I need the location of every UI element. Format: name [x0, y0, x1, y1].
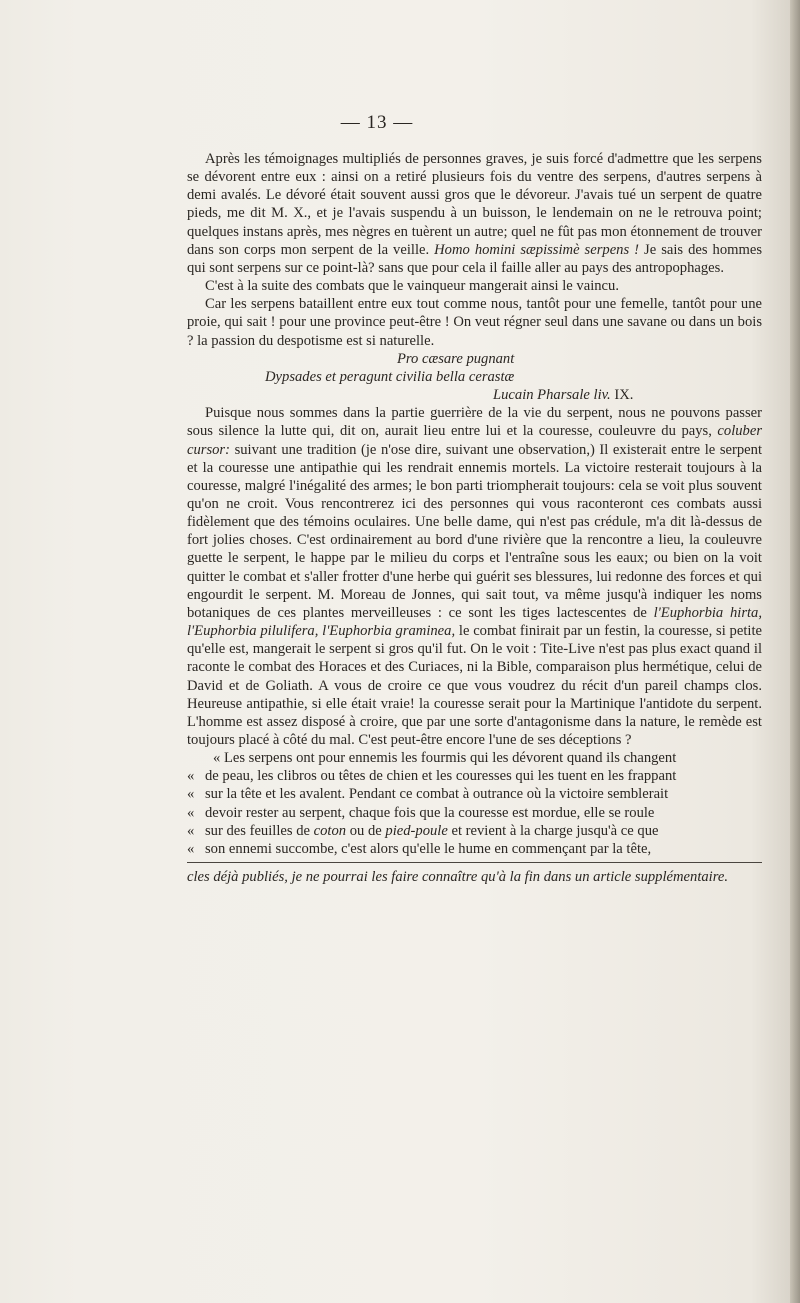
quote-text: son ennemi succombe, c'est alors qu'elle le hume en commençant par la tête,: [205, 840, 652, 857]
citation-source: Lucain Pharsale liv.: [493, 387, 611, 404]
verse-citation: [187, 386, 762, 404]
quote-line: [187, 749, 762, 767]
page-edge: [790, 0, 800, 1303]
quote-text: « Les serpens ont pour ennemis les fourmis qui les dévorent quand ils changent: [213, 750, 677, 767]
verse-line: Pro cæsare pugnant: [397, 350, 515, 367]
block-quote: [187, 749, 762, 858]
quote-line: [187, 785, 762, 803]
quote-italic: pied-poule: [385, 822, 448, 839]
latin-quote: Homo homini sæpissimè serpens !: [434, 241, 640, 258]
quote-italic: coton: [313, 822, 347, 839]
quote-text: et revient à la charge jusqu'à ce que: [451, 822, 659, 839]
quote-line: [187, 767, 762, 785]
paragraph-text: suivant une tradition (je n'ose dire, suivant une observation,) Il existerait entre le serpent et la couresse une antipathie qui les rendrait ennemis mortels. La victoire resterait toujours à la couresse, malgré l'inégalité des armes; le bon parti triompherait toujours: cela se voit plus souvent qu'on ne croit. Vous rencontrerez ici des personnes qui vous raconteront ces combats aussi fidèlement que des témoins oculaires. Une belle dame, qui n'est pas crédule, m'a dit là-dessus de fort jolies choses. C'est ordinairement au bord d'une rivière que la rencontre a lieu, la couleuvre guette le serpent, le happe par le milieu du corps et l'entraîne sous les eaux; ou bien on la voit quitter le combat et s'aller frotter d'une herbe qui guérit ses blessures, lui redonne des forces et qui engourdit le serpent. M. Moreau de Jonnes, qui sait tout, va même jusqu'à indiquer les noms botaniques de ces plantes merveilleuses : ce sont les tiges lactescentes de: [187, 441, 762, 621]
quote-text: sur des feuilles de: [205, 822, 310, 839]
quote-text: ou de: [349, 822, 382, 839]
main-text: [187, 150, 762, 886]
paragraph-text: Puisque nous sommes dans la partie guerrière de la vie du serpent, nous ne pouvons passer sous silence la lutte qui, dit on, aurait lieu entre lui et la couresse, couleuvre du pays,: [187, 405, 762, 440]
quote-line: [187, 840, 762, 858]
paragraph: [187, 404, 762, 749]
quote-mark: «: [187, 786, 195, 803]
paragraph: [187, 150, 762, 277]
paragraph-text: Je sais des hommes qui sont serpens sur ce point-là? sans que pour cela il faille aller au pays des antropophages.: [187, 241, 762, 276]
paragraph: C'est à la suite des combats que le vainqueur mangerait ainsi le vaincu.: [205, 278, 619, 295]
paragraph-text: le combat finirait par un festin, la couresse, si petite qu'elle est, mangerait le serpent si gros qu'il fut. On le voit : Tite-Live n'est pas plus exact quand il raconte le combat des Horaces et des Curiaces, ni la Bible, comparaison plus hermétique, celui de David et de Goliath. A vous de croire ce que vous voudrez du récit d'un pareil champs clos. Heureuse antipathie, si elle était vraie! la couresse serait pour la Martinique l'antidote du serpent. L'homme est assez disposé à croire, que par une sorte d'antagonisme dans la nature, le remède est toujours placé à côté du mal. C'est peut-être encore l'une de ses déceptions ?: [187, 623, 762, 748]
quote-mark: «: [187, 822, 195, 839]
verse-line: Dypsades et peragunt civilia bella cerastæ: [265, 368, 515, 385]
page-number: — 13 —: [340, 112, 414, 133]
plant-names: l'Euphorbia hirta, l'Euphorbia pilulifera, l'Euphorbia graminea,: [187, 604, 762, 640]
citation-book: IX.: [614, 387, 634, 404]
quote-line: [187, 804, 762, 822]
footnote: cles déjà publiés, je ne pourrai les faire connaître qu'à la fin dans un article supplémentaire.: [187, 869, 728, 886]
quote-mark: «: [187, 768, 195, 785]
footnote-rule: [187, 862, 762, 863]
quote-mark: «: [187, 804, 195, 821]
paragraph-text: Après les témoignages multipliés de personnes graves, je suis forcé d'admettre que les serpens se dévorent entre eux : ainsi on a retiré plusieurs fois du ventre des serpens, d'autres serpens à demi avalés. Le dévoré était souvent aussi gros que le dévoreur. J'avais tué un serpent de quatre pieds, me dit M. X., et je l'avais suspendu à un buisson, le lendemain on ne le retrouva point; quelques instans après, mes nègres en tuèrent un autre; quel ne fût pas mon étonnement de trouver dans son corps mon serpent de la veille.: [187, 151, 762, 258]
paragraph: Car les serpens bataillent entre eux tout comme nous, tantôt pour une femelle, tantôt pour une proie, qui sait ! pour une province peut-être ! On veut régner seul dans une savane ou dans un bois ? la passion du despotisme est si naturelle.: [187, 296, 762, 349]
quote-mark: «: [187, 840, 195, 857]
quote-text: devoir rester au serpent, chaque fois que la couresse est mordue, elle se roule: [205, 804, 655, 821]
quote-text: de peau, les clibros ou têtes de chien et les couresses qui les tuent en les frappant: [205, 768, 677, 785]
quote-line: [187, 822, 762, 840]
species-name: coluber cursor:: [187, 423, 763, 458]
quote-text: sur la tête et les avalent. Pendant ce combat à outrance où la victoire semblerait: [205, 786, 669, 803]
